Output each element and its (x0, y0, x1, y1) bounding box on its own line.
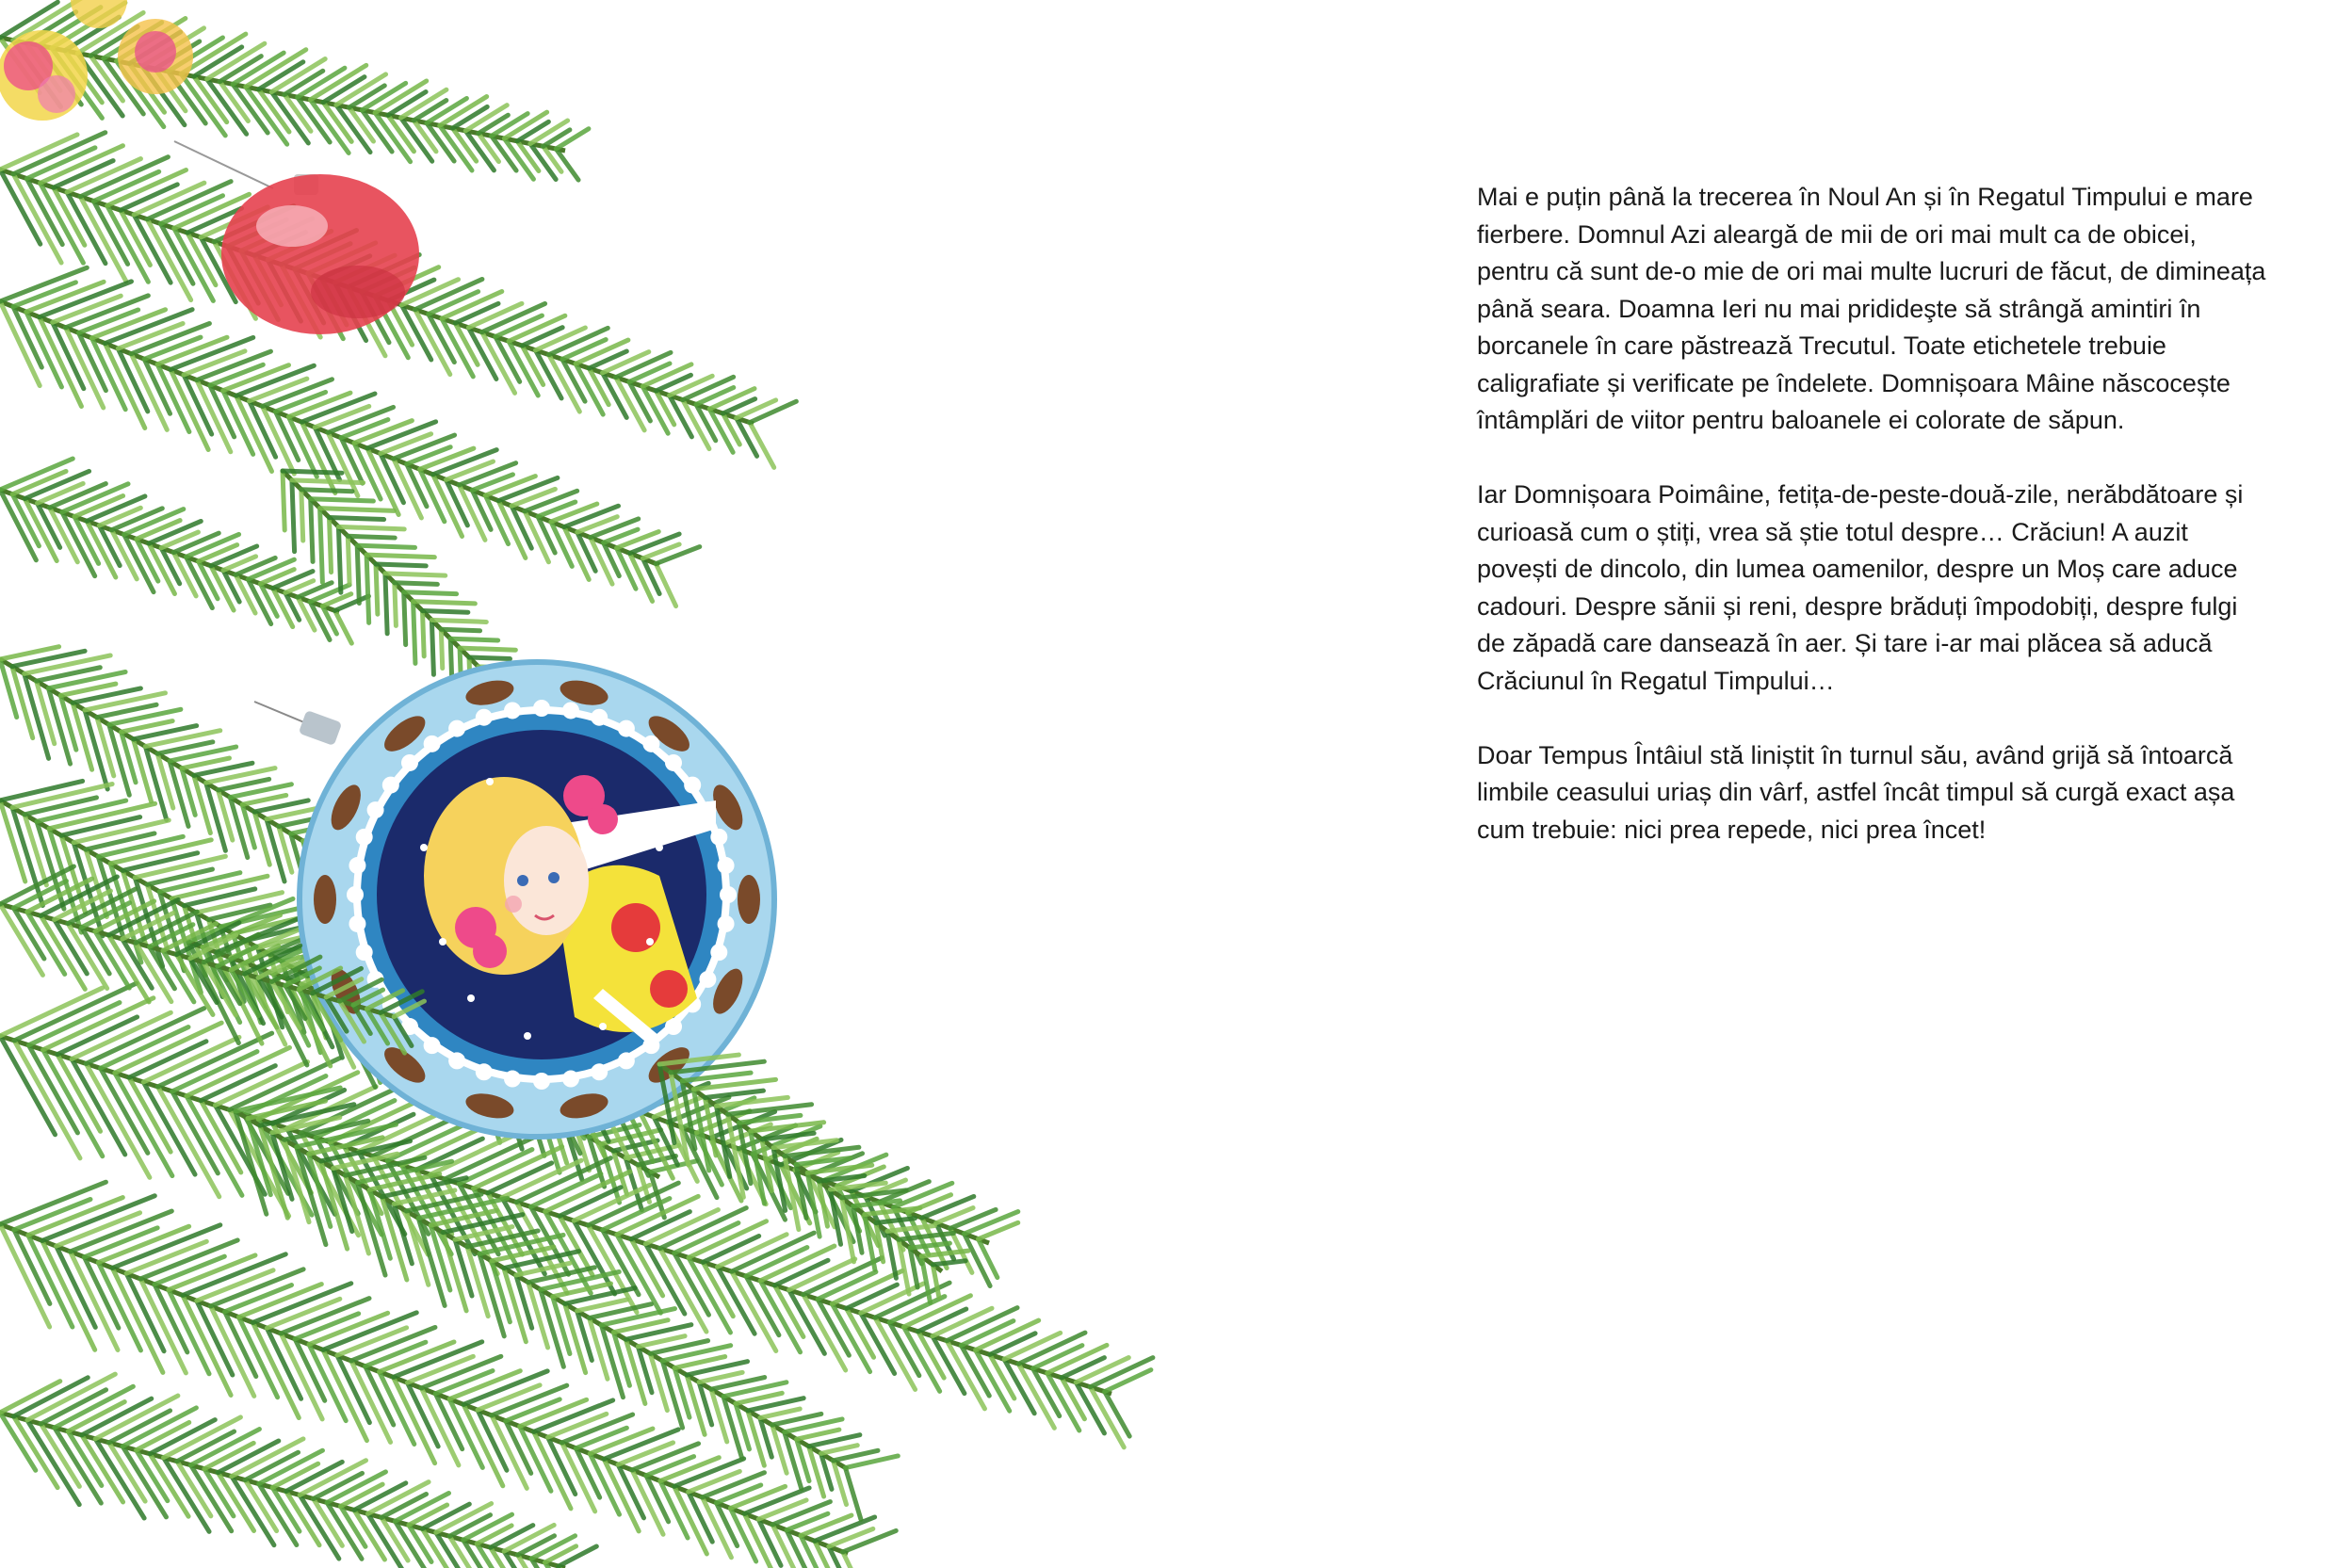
story-paragraph-3: Doar Tempus Întâiul stă liniștit în turnul său, având grijă să întoarcă limbile ceasului uriaș din vârf, astfel încât timpul să curgă exact așa cum trebuie: nici prea repede, nici prea încet! (1477, 740, 2235, 844)
story-paragraph-1: Mai e puțin până la trecerea în Noul An și în Regatul Timpului e mare fierbere. Domnul Azi aleargă de mii de ori mai mult ca de obicei, pentru că sunt de-o mie de ori mai multe lucruri de făcut, de dimineața până seara. Doamna Ieri nu mai pridideşte să strângă amintiri în borcanele în care păstrează Trecutul. Toate etichetele trebuie caligrafiate și verificate pe îndelete. Domnișoara Mâine născocește întâmplări de viitor pentru baloanele ei colorate de săpun. (1477, 183, 2266, 434)
story-text (1477, 179, 2268, 886)
story-paragraph-2: Iar Domnișoara Poimâine, fetița-de-peste-două-zile, nerăbdătoare și curioasă cum o știți, vrea să știe totul despre… Crăciun! A auzit povești de dincolo, din lumea oamenilor, despre un Moș care aduce cadouri. Despre sănii și reni, despre brăduți împodobiți, despre fulgi de zăpadă care dansează în aer. Și tare i-ar mai plăcea să aducă Crăciunul în Regatul Timpului… (1477, 480, 2244, 695)
red-bauble-icon (174, 141, 419, 334)
